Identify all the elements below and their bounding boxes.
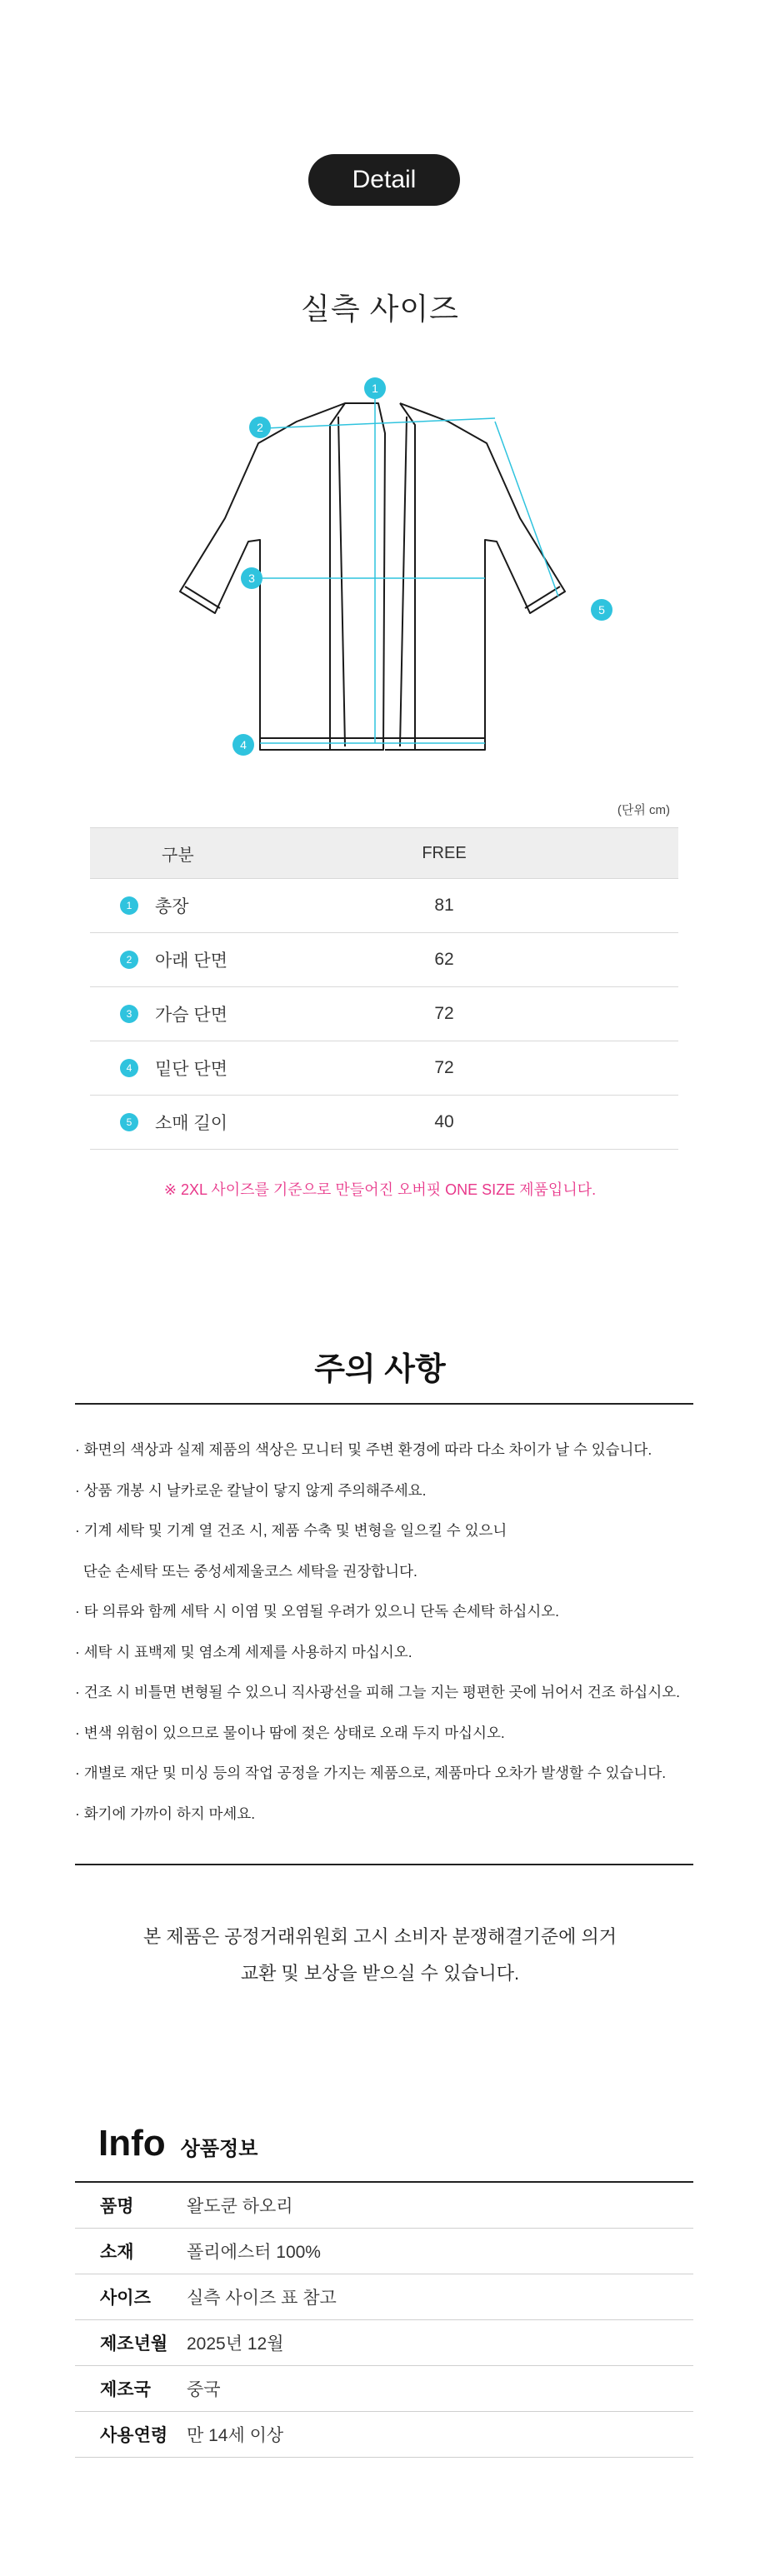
info-value: 2025년 12월 (187, 2334, 284, 2354)
size-section-title: 실측 사이즈 (301, 292, 459, 326)
caution-title: 주의 사항 (314, 1352, 446, 1387)
info-row (75, 2412, 693, 2458)
garment-outline-right (385, 403, 565, 750)
detail-pill: Detail (308, 154, 460, 206)
header-category: 구분 (162, 846, 194, 865)
info-key: 제조년월 (100, 2334, 168, 2354)
row-number-badge: 1 (120, 896, 138, 915)
measure-line-sleeve-length (495, 422, 558, 597)
info-row (75, 2274, 693, 2320)
info-key: 사용연령 (100, 2426, 168, 2445)
info-key: 품명 (100, 2197, 134, 2216)
caution-item: · 건조 시 비틀면 변형될 수 있으니 직사광선을 피해 그늘 지는 평편한 곳에 뉘어서 건조 하십시오. (75, 1684, 681, 1700)
caution-item: 단순 손세탁 또는 중성세제울코스 세탁을 권장합니다. (75, 1562, 418, 1580)
info-value: 왈도쿤 하오리 (187, 2197, 293, 2216)
row-number-badge: 2 (120, 951, 138, 969)
row-number-badge: 3 (120, 1005, 138, 1023)
info-value: 폴리에스터 100% (187, 2243, 321, 2262)
caution-item: · 개별로 재단 및 미싱 등의 작업 공정을 가지는 제품으로, 제품마다 오차가 발생할 수 있습니다. (75, 1765, 667, 1781)
info-key: 소재 (100, 2243, 134, 2262)
header-size: FREE (422, 843, 467, 862)
info-heading (98, 2123, 258, 2164)
collar-left (330, 403, 345, 750)
marker-4-label: 4 (240, 738, 247, 751)
info-row (75, 2366, 693, 2412)
caution-item: · 타 의류와 함께 세탁 시 이염 및 오염될 우려가 있으니 단독 손세탁 하십시오. (75, 1603, 560, 1620)
product-info-table (75, 2183, 693, 2458)
info-subtitle: 상품정보 (180, 2138, 258, 2160)
oversize-note: ※ 2XL 사이즈를 기준으로 만들어진 오버핏 ONE SIZE 제품입니다. (163, 1181, 597, 1198)
marker-3-label: 3 (248, 572, 255, 585)
row-number-badge: 4 (120, 1059, 138, 1077)
caution-item: · 변색 위험이 있으므로 물이나 땀에 젖은 상태로 오래 두지 마십시오. (75, 1724, 505, 1741)
info-row (75, 2229, 693, 2274)
caution-item: · 화기에 가까이 하지 마세요. (75, 1805, 256, 1822)
caution-bottom-divider (75, 1864, 693, 1865)
info-title: Info (98, 2123, 166, 2164)
marker-1-label: 1 (372, 382, 378, 395)
caution-top-divider (75, 1403, 693, 1405)
table-row (90, 1041, 678, 1096)
policy-line-1: 본 제품은 공정거래위원회 고시 소비자 분쟁해결기준에 의거 (143, 1926, 617, 1947)
table-row (90, 933, 678, 987)
caution-item: · 세탁 시 표백제 및 염소계 세제를 사용하지 마십시오. (75, 1643, 412, 1660)
policy-line-2: 교환 및 보상을 받으실 수 있습니다. (240, 1963, 520, 1984)
info-value: 중국 (187, 2380, 221, 2399)
info-value: 만 14세 이상 (187, 2426, 284, 2445)
row-label: 소매 길이 (155, 1114, 228, 1133)
row-label: 총장 (155, 897, 189, 916)
marker-5-label: 5 (598, 603, 605, 617)
table-row (90, 1096, 678, 1150)
caution-list (75, 1440, 693, 1844)
size-table-header (90, 827, 678, 879)
garment-measurement-diagram (167, 367, 617, 766)
caution-item: · 기계 세탁 및 기계 열 건조 시, 제품 수축 및 변형을 일으킬 수 있으니 (75, 1522, 508, 1539)
row-label: 가슴 단면 (155, 1006, 228, 1025)
collar-right (400, 403, 415, 750)
table-row (90, 987, 678, 1041)
caution-item: · 화면의 색상과 실제 제품의 색상은 모니터 및 주변 환경에 따라 다소 차이가 날 수 있습니다. (75, 1441, 652, 1458)
unit-note: (단위 cm) (617, 803, 670, 817)
table-row (90, 879, 678, 933)
row-number-badge: 5 (120, 1113, 138, 1131)
row-value: 72 (434, 1058, 454, 1077)
info-key: 사이즈 (100, 2289, 151, 2308)
info-row (75, 2320, 693, 2366)
row-label: 아래 단면 (155, 951, 228, 971)
row-label: 밑단 단면 (155, 1060, 228, 1079)
info-row (75, 2183, 693, 2229)
garment-outline (180, 403, 385, 750)
info-key: 제조국 (100, 2380, 151, 2399)
row-value: 81 (434, 896, 454, 915)
info-value: 실측 사이즈 표 참고 (187, 2289, 337, 2308)
marker-2-label: 2 (257, 421, 263, 434)
row-value: 62 (434, 950, 454, 969)
row-value: 72 (434, 1004, 454, 1023)
row-value: 40 (434, 1112, 454, 1131)
caution-item: · 상품 개봉 시 날카로운 칼날이 닿지 않게 주의해주세요. (75, 1481, 427, 1499)
exchange-policy (0, 1919, 760, 1992)
size-table (90, 827, 678, 1150)
